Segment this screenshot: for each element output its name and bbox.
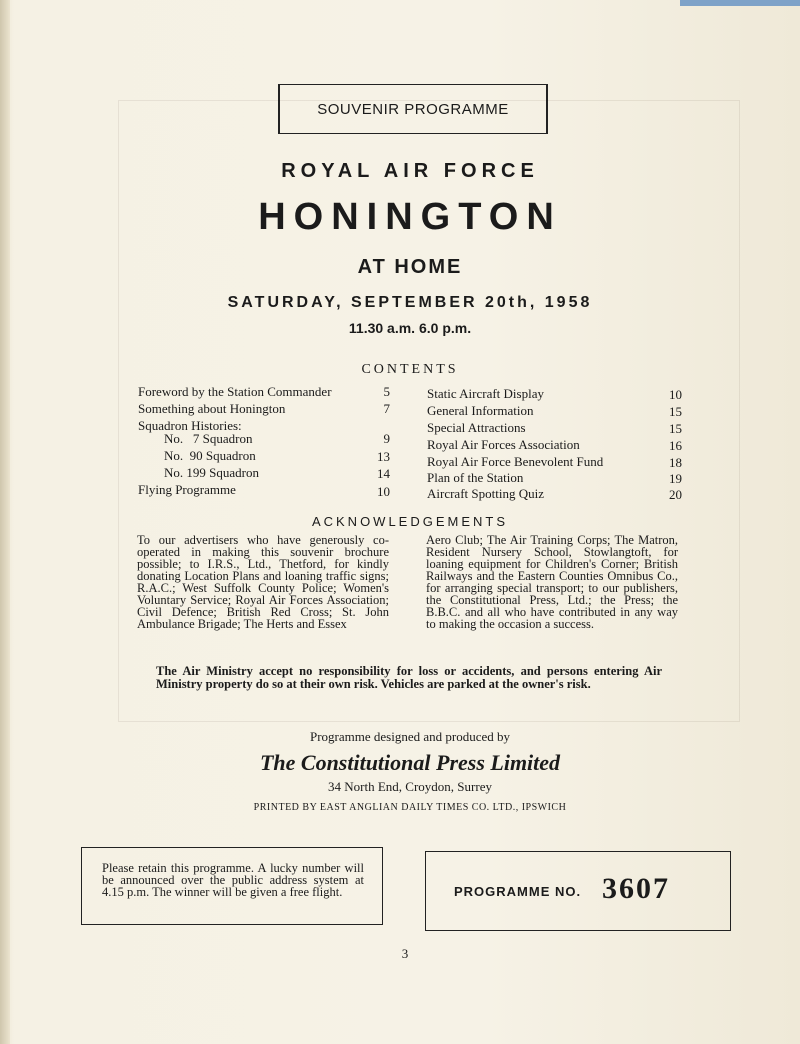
toc-item: Royal Air Force Benevolent Fund: [427, 454, 604, 469]
toc-page-number: 20: [669, 487, 682, 502]
toc-item: Static Aircraft Display: [427, 386, 544, 401]
publisher-address: 34 North End, Croydon, Surrey: [328, 779, 492, 794]
souvenir-title-box: [278, 84, 548, 134]
designed-by-line: Programme designed and produced by: [309, 729, 510, 744]
toc-page-number: 5: [383, 384, 390, 399]
toc-item: Something about Honington: [138, 401, 286, 416]
toc-item: No. 199 Squadron: [164, 465, 259, 480]
contents-heading: CONTENTS: [361, 362, 459, 377]
publisher-name: The Constitutional Press Limited: [259, 750, 561, 775]
disclaimer-notice: The Air Ministry accept no responsibility for loss or accidents, and persons entering Air Ministry property do so at their own risk. Vehicles are parked at the owner's risk.: [156, 664, 662, 691]
toc-item: General Information: [427, 403, 534, 418]
page-number: 3: [401, 946, 409, 961]
toc-item: Aircraft Spotting Quiz: [427, 486, 544, 501]
souvenir-title: SOUVENIR PROGRAMME: [317, 100, 509, 118]
event-title: AT HOME: [357, 256, 463, 278]
toc-item: Flying Programme: [138, 482, 236, 497]
programme-number-label: PROGRAMME NO.: [454, 884, 582, 899]
toc-page-number: 18: [669, 455, 682, 470]
toc-item: Royal Air Forces Association: [427, 437, 580, 452]
page-top-edge: [680, 0, 800, 6]
acknowledgements-right-column: Aero Club; The Air Training Corps; The Matron, Resident Nursery School, Stowlangtoft, for loaning equipment for Children's Corner; British Railways and the Eastern Counties Omnibus Co., for arranging special transport; to our publishers, the Constitutional Press, Ltd.; the Press; the B.B.C. and all who have contributed in any way to making the occasion a success.: [426, 533, 678, 631]
toc-page-number: 16: [669, 438, 682, 453]
event-date: SATURDAY, SEPTEMBER 20th, 1958: [227, 294, 593, 311]
toc-item: No. 90 Squadron: [164, 448, 256, 463]
toc-item: Foreword by the Station Commander: [138, 384, 332, 399]
acknowledgements-left-column: To our advertisers who have generously co-operated in making this souvenir brochure possible; to I.R.S., Ltd., Thetford, for kindly donating Location Plans and loaning traffic signs; R.A.C.; West Suffolk County Police; Women's Voluntary Service; Royal Air Forces Association; Civil Defence; British Red Cross; St. John Ambulance Brigade; The Herts and Essex: [137, 533, 389, 631]
toc-item: Special Attractions: [427, 420, 526, 435]
lucky-number-notice-box: [81, 847, 383, 925]
programme-number: 3607: [602, 872, 670, 905]
toc-item: Plan of the Station: [427, 470, 524, 485]
toc-page-number: 10: [669, 387, 682, 402]
toc-item: No. 7 Squadron: [164, 431, 253, 446]
toc-page-number: 14: [377, 466, 390, 481]
toc-page-number: 15: [669, 421, 682, 436]
raf-heading: ROYAL AIR FORCE: [281, 160, 539, 182]
toc-page-number: 7: [383, 401, 390, 416]
toc-page-number: 15: [669, 404, 682, 419]
toc-page-number: 19: [669, 471, 682, 486]
toc-page-number: 9: [383, 431, 390, 446]
lucky-number-notice: Please retain this programme. A lucky number will be announced over the public address system at 4.15 p.m. The winner will be given a free flight.: [102, 861, 364, 899]
toc-item: Squadron Histories:: [138, 418, 242, 433]
programme-number-box: [425, 851, 731, 931]
toc-page-number: 13: [377, 449, 390, 464]
acknowledgements-heading: ACKNOWLEDGEMENTS: [311, 514, 509, 529]
event-time: 11.30 a.m. 6.0 p.m.: [348, 320, 472, 336]
station-title: HONINGTON: [258, 196, 562, 238]
toc-page-number: 10: [377, 484, 390, 499]
printer-line: PRINTED BY EAST ANGLIAN DAILY TIMES CO. LTD., IPSWICH: [253, 802, 567, 813]
